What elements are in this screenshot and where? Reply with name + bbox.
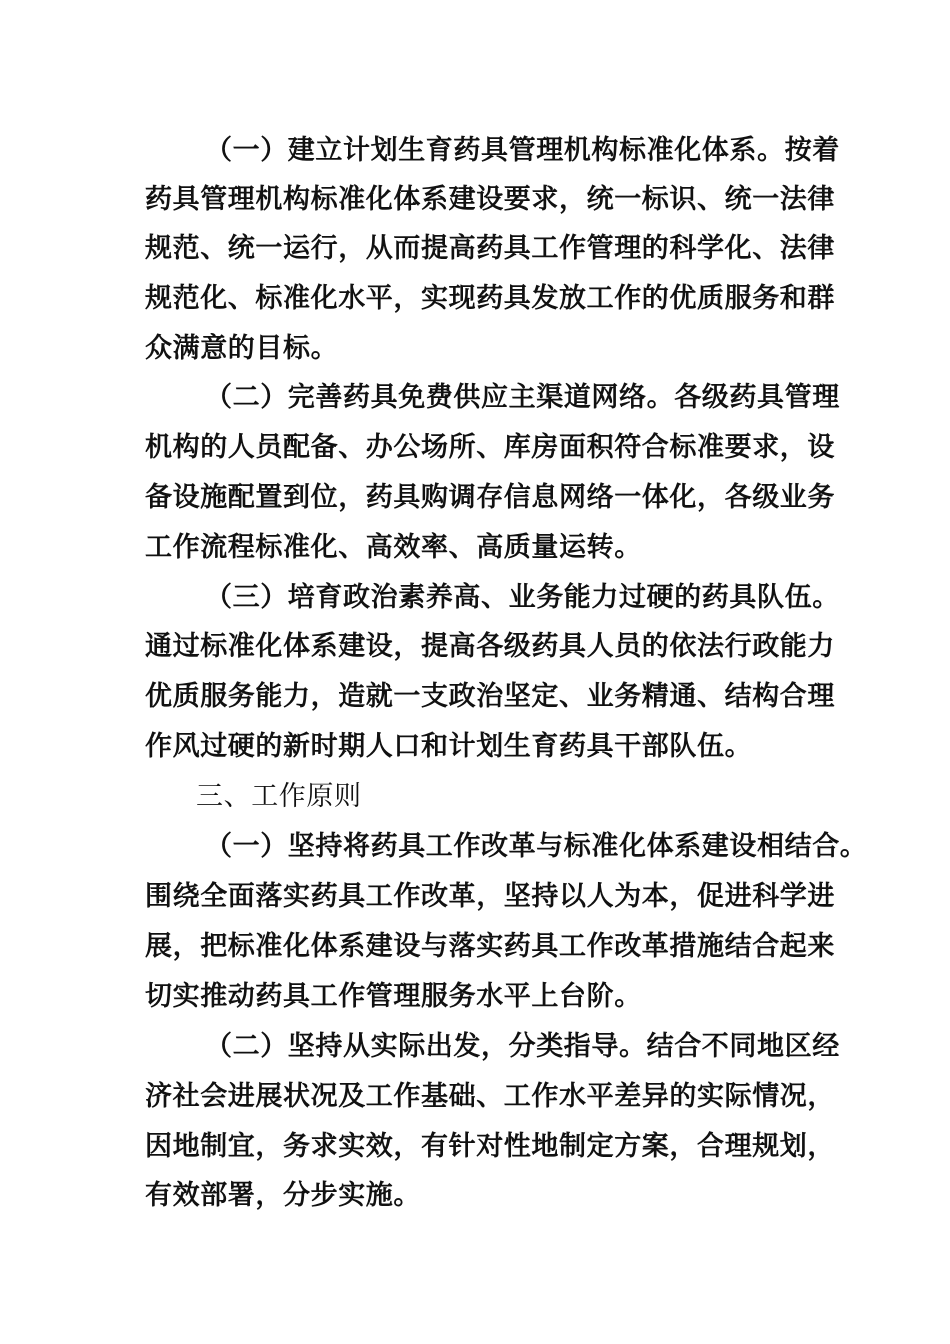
text-line: 展，把标准化体系建设与落实药具工作改革措施结合起来 [145,931,835,962]
text-line: 切实推动药具工作管理服务水平上台阶。 [145,981,642,1012]
text-line: 通过标准化体系建设，提高各级药具人员的依法行政能力 [145,631,835,662]
text-line: 济社会进展状况及工作基础、工作水平差异的实际情况， [145,1081,835,1112]
text-line: 药具管理机构标准化体系建设要求，统一标识、统一法律 [145,184,835,215]
text-line: （二）完善药具免费供应主渠道网络。各级药具管理 [205,382,840,413]
text-line: 优质服务能力，造就一支政治坚定、业务精通、结构合理 [145,681,835,712]
text-line: （一）坚持将药具工作改革与标准化体系建设相结合。 [205,831,868,862]
text-line: 因地制宜，务求实效，有针对性地制定方案，合理规划， [145,1131,835,1162]
text-line: 机构的人员配备、办公场所、库房面积符合标准要求，设 [145,432,835,463]
text-line: 众满意的目标。 [145,333,339,364]
text-line: 规范、统一运行，从而提高药具工作管理的科学化、法律 [145,233,835,264]
section-heading: 三、工作原则 [196,781,362,812]
text-line: （三）培育政治素养高、业务能力过硬的药具队伍。 [205,582,840,613]
text-line: （二）坚持从实际出发，分类指导。结合不同地区经 [205,1031,840,1062]
text-line: 规范化、标准化水平，实现药具发放工作的优质服务和群 [145,283,835,314]
text-line: 备设施配置到位，药具购调存信息网络一体化，各级业务 [145,482,835,513]
text-line: 作风过硬的新时期人口和计划生育药具干部队伍。 [145,731,753,762]
text-line: 有效部署，分步实施。 [145,1180,421,1211]
text-line: 围绕全面落实药具工作改革，坚持以人为本，促进科学进 [145,881,835,912]
text-line: 工作流程标准化、高效率、高质量运转。 [145,532,642,563]
text-line: （一）建立计划生育药具管理机构标准化体系。按着 [205,135,840,166]
